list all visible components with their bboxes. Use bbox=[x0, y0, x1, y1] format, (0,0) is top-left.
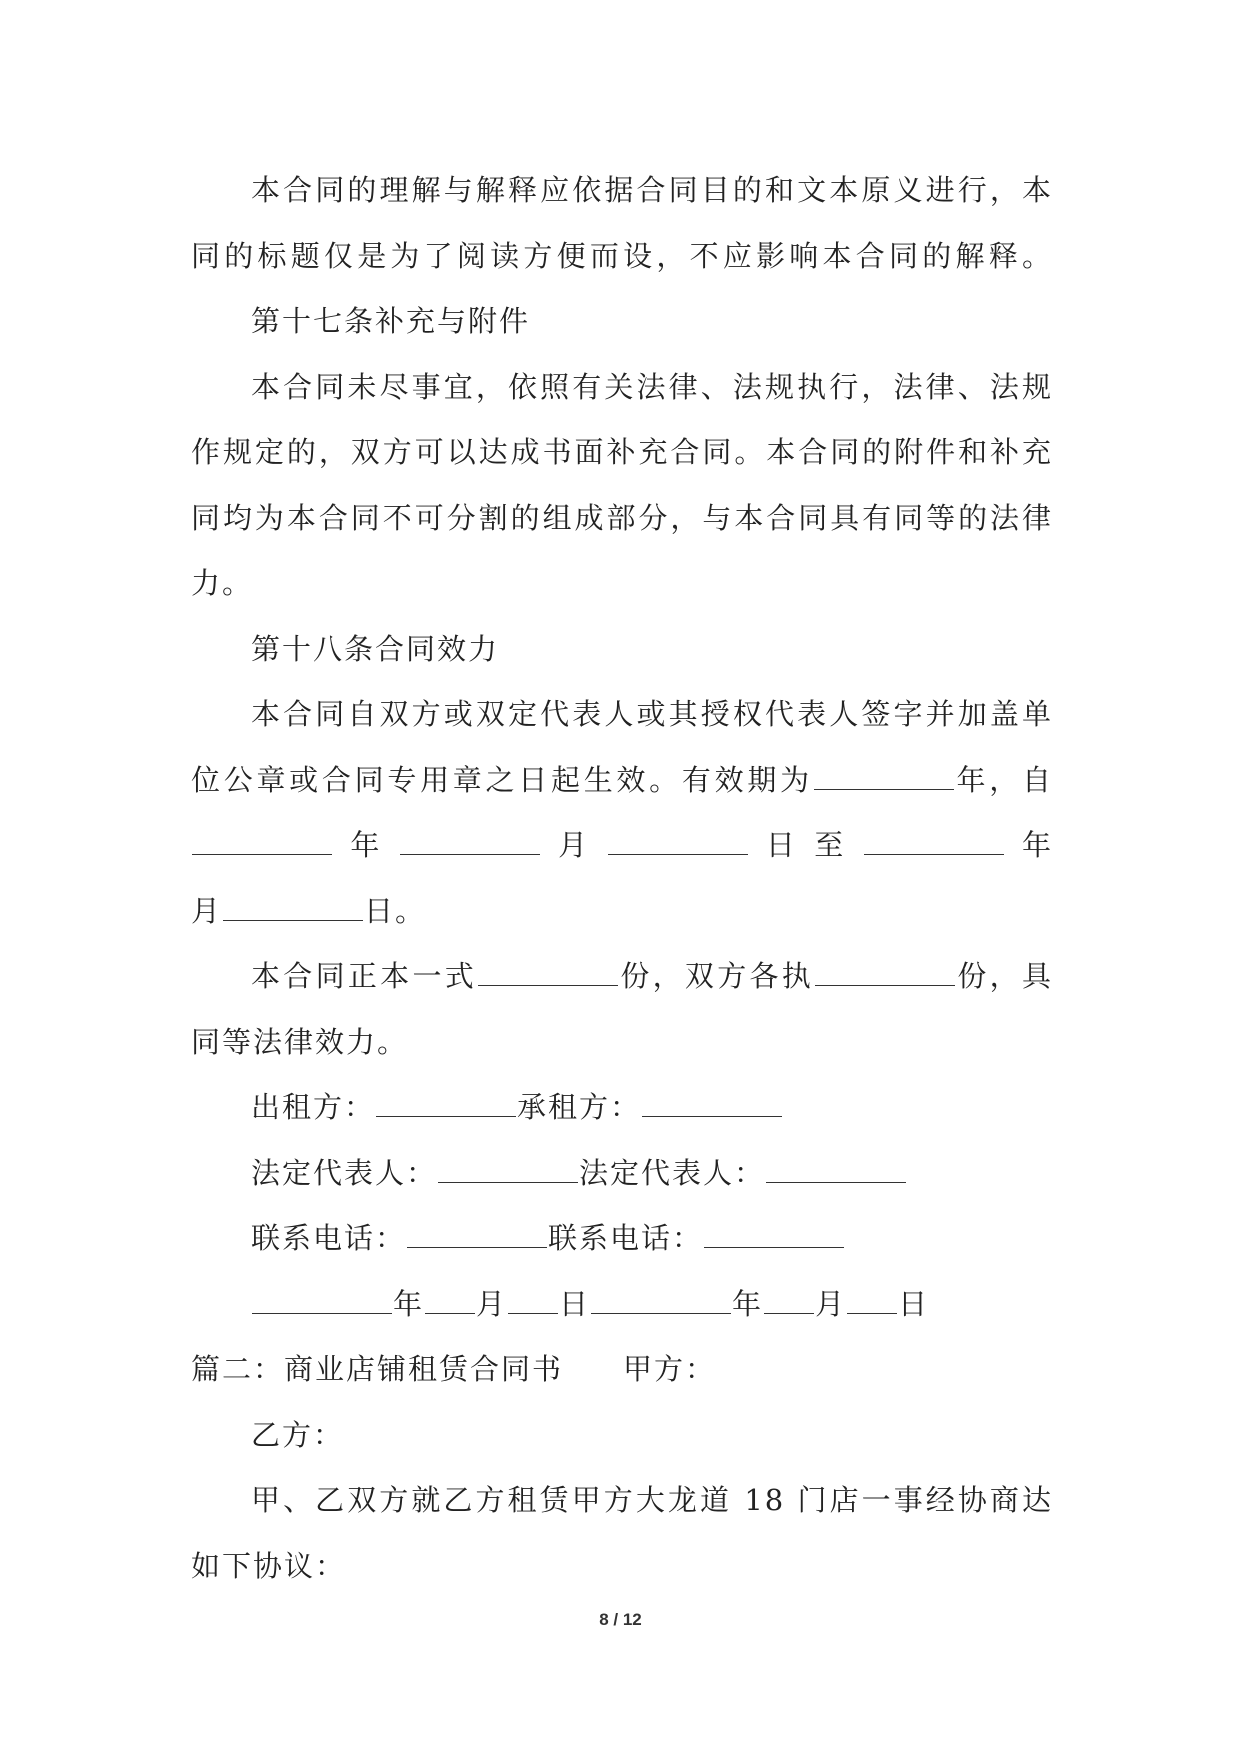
party-a-label: 甲方： bbox=[623, 1352, 717, 1386]
article-17-heading: 第十七条补充与附件 bbox=[251, 304, 531, 338]
copies-text: 本合同正本一式 bbox=[251, 959, 478, 993]
paragraph-line: 本合同的理解与解释应依据合同目的和文本原义进行，本 bbox=[251, 173, 1053, 207]
paragraph-line: 同等法律效力。 bbox=[191, 1024, 409, 1059]
lessor-label: 出租方： bbox=[251, 1090, 376, 1124]
year-label: 年 bbox=[333, 828, 399, 862]
legal-rep-label: 法定代表人： bbox=[251, 1155, 438, 1190]
legal-rep-label: 法定代表人： bbox=[579, 1155, 766, 1190]
day-label: 日 bbox=[898, 1286, 930, 1321]
sign-year-blank-1[interactable] bbox=[252, 1286, 392, 1313]
article-18-heading: 第十八条合同效力 bbox=[251, 631, 500, 666]
month-label: 月 bbox=[191, 893, 223, 928]
end-year-blank[interactable] bbox=[864, 828, 1004, 855]
phone-label: 联系电话： bbox=[251, 1221, 407, 1255]
validity-text: 年，自 bbox=[954, 762, 1053, 797]
end-day-blank[interactable] bbox=[223, 893, 363, 920]
party-b-label: 乙方： bbox=[251, 1417, 345, 1452]
signature-date-line bbox=[191, 1272, 1053, 1338]
copies-each-blank[interactable] bbox=[815, 959, 955, 986]
signature-legal-rep-line bbox=[191, 1141, 1053, 1207]
paragraph-line: 本合同未尽事宜，依照有关法律、法规执行，法律、法规 bbox=[251, 369, 1053, 404]
copies-total-blank[interactable] bbox=[478, 959, 618, 986]
part-two-title-line bbox=[191, 1337, 1053, 1403]
paragraph-line bbox=[191, 813, 1053, 879]
sign-month-blank-1[interactable] bbox=[425, 1286, 475, 1313]
month-label: 月 bbox=[476, 1286, 508, 1321]
month-label: 月 bbox=[815, 1286, 847, 1321]
copies-text: 份，具 bbox=[956, 959, 1053, 993]
day-to-label: 日至 bbox=[748, 828, 863, 862]
month-label: 月 bbox=[540, 828, 607, 862]
sign-year-blank-2[interactable] bbox=[591, 1286, 731, 1313]
day-label: 日 bbox=[559, 1286, 591, 1321]
year-label: 年 bbox=[393, 1286, 425, 1321]
part-two-title: 篇二：商业店铺租赁合同书 bbox=[191, 1352, 564, 1386]
validity-years-blank[interactable] bbox=[814, 762, 954, 789]
lessee-blank[interactable] bbox=[642, 1090, 782, 1117]
validity-text: 位公章或合同专用章之日起生效。有效期为 bbox=[191, 762, 813, 797]
paragraph-line: 同均为本合同不可分割的组成部分，与本合同具有同等的法律 bbox=[191, 500, 1053, 535]
start-day-blank[interactable] bbox=[608, 828, 748, 855]
paragraph-line: 甲、乙双方就乙方租赁甲方大龙道 18 门店一事经协商达 bbox=[251, 1483, 1053, 1517]
phone-label: 联系电话： bbox=[548, 1221, 704, 1255]
lessee-phone-blank[interactable] bbox=[704, 1221, 844, 1248]
sign-month-blank-2[interactable] bbox=[764, 1286, 814, 1313]
paragraph-line: 力。 bbox=[191, 566, 254, 600]
sign-day-blank-2[interactable] bbox=[847, 1286, 897, 1313]
paragraph-line: 本合同自双方或双定代表人或其授权代表人签字并加盖单 bbox=[251, 697, 1053, 731]
year-label: 年 bbox=[732, 1286, 764, 1321]
lessor-blank[interactable] bbox=[376, 1090, 516, 1117]
lessor-legal-rep-blank[interactable] bbox=[438, 1155, 578, 1182]
day-label: 日。 bbox=[364, 893, 427, 928]
lessee-legal-rep-blank[interactable] bbox=[766, 1155, 906, 1182]
document-body bbox=[191, 158, 1053, 1599]
start-year-blank[interactable] bbox=[192, 828, 332, 855]
copies-text: 份，双方各执 bbox=[619, 959, 815, 993]
paragraph-line bbox=[191, 944, 1053, 1010]
sign-day-blank-1[interactable] bbox=[508, 1286, 558, 1313]
paragraph-line: 同的标题仅是为了阅读方便而设，不应影响本合同的解释。 bbox=[191, 238, 1053, 273]
paragraph-line: 作规定的，双方可以达成书面补充合同。本合同的附件和补充 bbox=[191, 435, 1053, 469]
signature-parties-line bbox=[191, 1075, 1053, 1141]
paragraph-line: 如下协议： bbox=[191, 1548, 347, 1583]
paragraph-line bbox=[191, 748, 1053, 814]
start-month-blank[interactable] bbox=[400, 828, 540, 855]
lessor-phone-blank[interactable] bbox=[407, 1221, 547, 1248]
lessee-label: 承租方： bbox=[517, 1090, 642, 1124]
page-number: 8 / 12 bbox=[599, 1610, 642, 1629]
signature-phone-line bbox=[191, 1206, 1053, 1272]
year-label: 年 bbox=[1004, 828, 1053, 862]
paragraph-line bbox=[191, 879, 1053, 945]
